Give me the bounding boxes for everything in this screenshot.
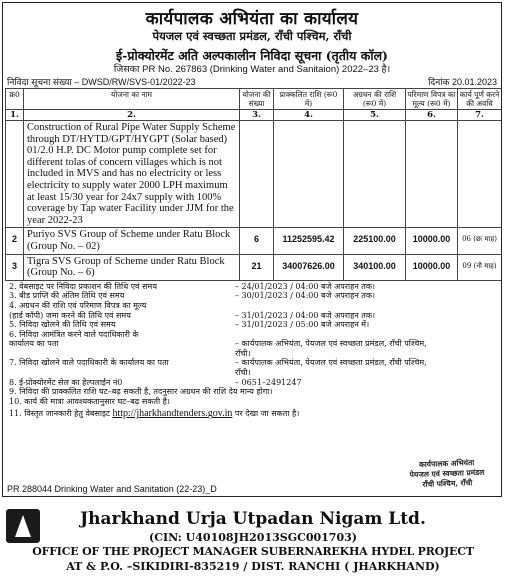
detail-label: 9. निविदा की प्राक्कलित राशि घट–बढ़ सकती है, तदनुसार अग्रधन की राशि देय मान्य होगा।: [9, 387, 273, 397]
row-count: 6: [240, 228, 274, 254]
header-sn: क्र0: [6, 89, 24, 110]
column-number: 4.: [274, 110, 344, 121]
pr-number-line: जिसका PR No. 267863 (Drinking Water and Sanitaion) 2022–23 है।: [113, 64, 391, 75]
notice-date: दिनांक 20.01.2023: [428, 77, 497, 87]
header-scheme-name: योजना का नाम: [24, 89, 240, 110]
row-cost: 11252595.42: [274, 228, 344, 254]
notice-title: ई-प्रोक्योरमेंट अति अल्पकालीन निविदा सूचना (तृतीय कॉल): [116, 48, 388, 63]
detail-label: (हार्ड कॉपी) जमा करने की तिथि एवं समय: [9, 310, 131, 320]
column-number: 5.: [344, 110, 406, 121]
detail-label: 2. वेबसाइट पर निविदा प्रकाशन की तिथि एवं समय: [9, 281, 157, 291]
detail-value: – कार्यपालक अभियंता, पेयजल एवं स्वच्छता प्रमंडल, राँची पश्चिम,: [235, 339, 427, 349]
row-cost: 34007626.00: [274, 254, 344, 280]
detail-value: [170, 397, 495, 407]
table-row: [6, 254, 502, 280]
detail-row: [9, 387, 495, 397]
detail-row: [9, 339, 495, 349]
row-boq: 10000.00: [406, 254, 458, 280]
row-scheme-name: Construction of Rural Pipe Water Supply Scheme through DT/HYTD/GPT/HYGPT (Solar based) 01/2.0 H.P. DC Motor pump complete set for different tolas of concern villages which is not included in MVS and has no electricity or less electricity to supply water 2000 LPH maximum at least 15/30 year for 24x7 supply with 100% coverage by Tap water Facility under JJM for the year 2022-23: [24, 121, 240, 228]
detail-value: राँची।: [235, 368, 251, 378]
detail-value: – 31/01/2023 / 04:00 बजे अपराहन तक।: [235, 310, 376, 320]
row-sn: 3: [6, 254, 24, 280]
notice-header: [3, 9, 501, 76]
signature-line: पेयजल एवं स्वच्छता प्रमंडल: [409, 467, 485, 480]
row-period: [458, 121, 502, 228]
detail-label: 5. निविदा खोलने की तिथि एवं समय: [9, 320, 116, 330]
company-office: OFFICE OF THE PROJECT MANAGER SUBERNAREKHA HYDEL PROJECT: [32, 545, 474, 558]
row-scheme-name: Tigra SVS Group of Scheme under Ratu Block (Group No. – 6): [24, 254, 240, 280]
row-cost: [274, 121, 344, 228]
detail-label: 7. निविदा खोलने वाले पदाधिकारी के कार्यालय का पता: [9, 358, 169, 368]
header-emd: अग्रधन की राशि (रू0 में): [344, 89, 406, 110]
website-suffix: पर देखा जा सकता है।: [234, 409, 300, 419]
header-estimated-cost: प्राक्कलित राशि (रू0 में): [274, 89, 344, 110]
table-row: [6, 121, 502, 228]
detail-row: [9, 358, 495, 368]
detail-value: – कार्यपालक अभियंता, पेयजल एवं स्वच्छता प्रमंडल, राँची पश्चिम,: [235, 358, 427, 368]
division-title: पेयजल एवं स्वच्छता प्रमंडल, राँची पश्चिम, राँची: [152, 29, 352, 43]
row-emd: [344, 121, 406, 228]
detail-label: 10. कार्य की मात्रा आवश्यकतानुसार घट–बढ़ सकती है।: [9, 396, 170, 406]
signature-stamp: [403, 457, 492, 490]
column-number: 6.: [406, 110, 458, 121]
website-prefix: 11. विस्तृत जानकारी हेतु वेबसाइट: [9, 409, 110, 419]
company-cin: (CIN: U40108JH2013SGC001703): [149, 531, 357, 544]
column-number: 3.: [240, 110, 274, 121]
website-row: [9, 409, 495, 419]
detail-row: [9, 330, 495, 340]
detail-label: [9, 368, 235, 378]
table-row: [6, 228, 502, 254]
row-scheme-name: Puriyo SVS Group of Scheme under Ratu Block (Group No. – 02): [24, 228, 240, 254]
row-sn: 2: [6, 228, 24, 254]
detail-row: [9, 291, 495, 301]
table-header-row: [6, 89, 502, 110]
row-count: 21: [240, 254, 274, 280]
company-name: Jharkhand Urja Utpadan Nigam Ltd.: [80, 509, 426, 529]
detail-value: [272, 387, 495, 397]
row-sn: [6, 121, 24, 228]
header-scheme-count: योजना की संख्या: [240, 89, 274, 110]
detail-value: – 31/01/2023 / 05:00 बजे अपराहन में।: [235, 320, 370, 330]
company-address: AT & P.O. –SIKIDIRI-835219 / DIST. RANCHI ( JHARKHAND): [66, 560, 440, 573]
detail-row: [9, 311, 495, 321]
detail-label: 3. बीड प्राप्ति की अंतिम तिथि एवं समय: [9, 291, 125, 301]
reference-line: [3, 76, 501, 88]
row-period: 09 (नौ माह): [458, 254, 502, 280]
detail-value: [235, 301, 495, 311]
detail-value: – 0651–2491247: [235, 377, 302, 387]
column-number: 2.: [24, 110, 240, 121]
pr-footer: PR 288044 Drinking Water and Sanitation (22-23)_D: [7, 484, 217, 494]
detail-row: [9, 320, 495, 330]
reference-number: निविदा सूचना संख्या – DWSD/RW/SVS-01/2022-23: [7, 77, 196, 87]
detail-value: – 24/01/2023 / 04:00 बजे अपराहन तक।: [235, 281, 376, 291]
detail-value: [235, 330, 495, 340]
detail-row: [9, 368, 495, 378]
detail-label: 6. निविदा आमंत्रित करने वाले पदाधिकारी के: [9, 329, 139, 339]
row-boq: [406, 121, 458, 228]
office-title: कार्यपालक अभियंता का कार्यालय: [145, 9, 359, 29]
detail-label: 8. ई-प्रोक्योरमेंट सेल का हेल्पलाईन नं0: [9, 377, 123, 387]
column-number-row: [6, 110, 502, 121]
detail-label: कार्यालय का पता: [9, 339, 59, 349]
column-number: 7.: [458, 110, 502, 121]
detail-label: 4. अग्रधन की राशि एवं परिमाण विपत्र का मूल्य: [9, 300, 147, 310]
header-boq-cost: परिमाण विपत्र का मूल्य (रू0 में): [407, 90, 456, 108]
row-period: 06 (छः माह): [458, 228, 502, 254]
tender-notice: [2, 2, 502, 497]
signature-line: कार्यपालक अभियंता: [418, 457, 475, 469]
jharkhand-urja-advert: [0, 499, 506, 586]
tenders-website-link[interactable]: http://jharkhandtenders.gov.in: [112, 408, 233, 420]
row-boq: 10000.00: [406, 228, 458, 254]
row-count: [240, 121, 274, 228]
detail-row: [9, 397, 495, 407]
detail-row: [9, 282, 495, 292]
detail-value: – 30/01/2023 / 04:00 बजे अपराहन तक।: [235, 291, 376, 301]
row-emd: 225100.00: [344, 228, 406, 254]
signature-line: राँची पश्चिम, राँची: [422, 477, 473, 489]
header-period: कार्य पूर्ण करने की अवधि: [458, 89, 502, 110]
detail-value: राँची।: [235, 348, 251, 358]
detail-row: [9, 301, 495, 311]
tender-table: [5, 88, 502, 281]
detail-row: [9, 378, 495, 388]
column-number: 1.: [6, 110, 24, 121]
row-emd: 340100.00: [344, 254, 406, 280]
